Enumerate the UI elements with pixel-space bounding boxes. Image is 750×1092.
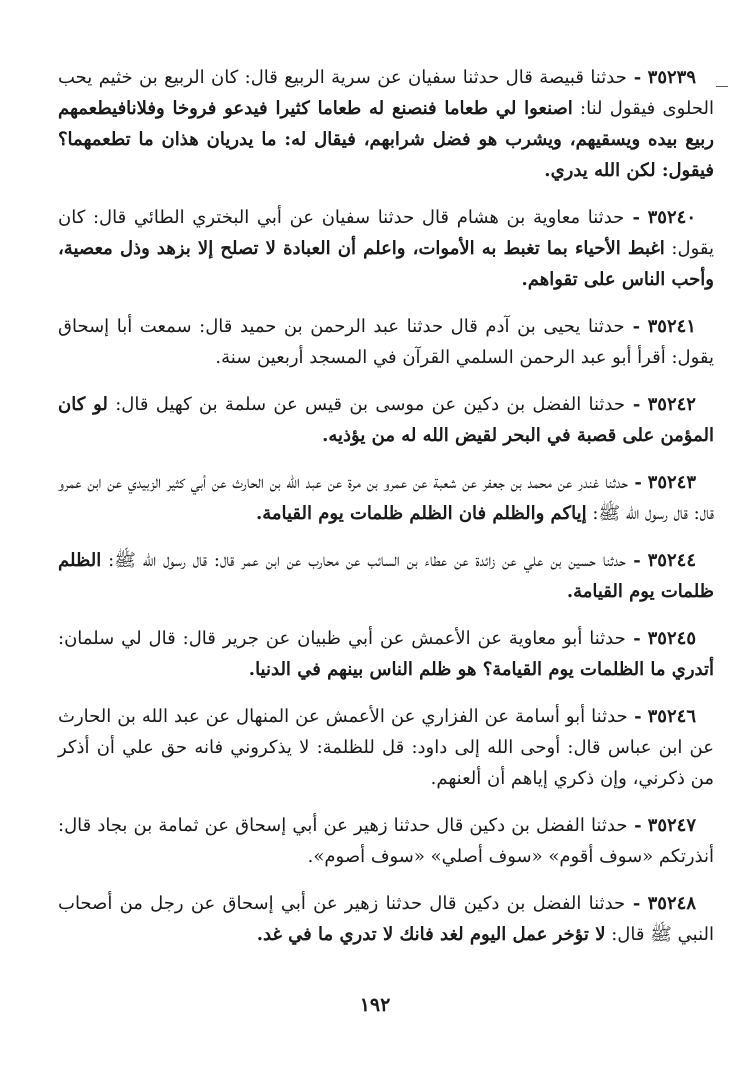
hadith-number: ٣٥٢٤٦ (647, 706, 696, 727)
dash-separator: - (625, 893, 641, 914)
hadith-entry (58, 202, 714, 295)
hadith-number: ٣٥٢٣٩ (647, 67, 696, 88)
page-number: ١٩٢ (359, 994, 391, 1016)
hadith-isnad: حدثنا الفضل بن دكين قال حدثنا زهير عن أبي إسحاق عن رجل من أصحاب النبي ﷺ قال: (58, 893, 714, 945)
hadith-entry (58, 888, 714, 950)
dash-separator: - (628, 472, 642, 493)
dash-separator: - (625, 550, 641, 571)
page-body (58, 62, 714, 966)
hadith-isnad: حدثنا حسين بن علي عن زائدة عن عطاء بن السائب عن محارب عن ابن عمر قال: قال رسول الله ﷺ: (108, 550, 626, 571)
dash-separator: - (624, 207, 640, 228)
hadith-matn: لا تؤخر عمل اليوم لغد فانك لا تدري ما في غد. (256, 924, 606, 945)
hadith-entry (58, 311, 714, 373)
hadith-isnad: حدثنا معاوية بن هشام قال حدثنا سفيان عن أبي البختري الطائي قال: كان يقول: (58, 207, 714, 259)
margin-mark (716, 86, 728, 87)
hadith-matn: الظلم ظلمات يوم القيامة. (58, 550, 714, 602)
dash-separator: - (625, 628, 641, 649)
hadith-number: ٣٥٢٤١ (647, 316, 696, 337)
hadith-number: ٣٥٢٤٧ (647, 815, 696, 836)
hadith-matn: اغبط الأحياء بما تغبط به الأموات، واعلم أن العبادة لا تصلح إلا بزهد وذل معصية، وأحب الناس على تقواهم. (58, 238, 714, 290)
dash-separator: - (625, 394, 641, 415)
dash-separator: - (627, 706, 642, 727)
hadith-isnad: حدثنا قبيصة قال حدثنا سفيان عن سرية الربيع قال: كان الربيع بن خثيم يحب الحلوى فيقول لنا: (58, 67, 714, 119)
hadith-isnad: حدثنا أبو أسامة عن الفزاري عن الأعمش عن المنهال عن عبد الله بن الحارث عن ابن عباس قال: أوحى الله إلى داود: قل للظلمة: لا يذكروني فانه حق علي أن أذكر من ذكرني، وإن ذكري إياهم أن ألعنهم. (58, 706, 714, 789)
hadith-isnad: حدثنا الفضل بن دكين عن موسى بن قيس عن سلمة بن كهيل قال: (115, 394, 626, 415)
hadith-number: ٣٥٢٤٠ (647, 207, 696, 228)
hadith-isnad: حدثنا الفضل بن دكين قال حدثنا زهير عن أبي إسحاق عن ثمامة بن بجاد قال: أنذرتكم «سوف أقوم» «سوف أصلي» «سوف أصوم». (58, 815, 714, 867)
dash-separator: - (626, 67, 642, 88)
hadith-entry (58, 389, 714, 451)
hadith-entry (58, 810, 714, 872)
hadith-number: ٣٥٢٤٥ (647, 628, 696, 649)
hadith-number: ٣٥٢٤٢ (647, 394, 696, 415)
dash-separator: - (627, 815, 642, 836)
hadith-entry (58, 623, 714, 685)
hadith-number: ٣٥٢٤٤ (647, 550, 696, 571)
hadith-isnad: حدثنا أبو معاوية عن الأعمش عن أبي ظبيان عن جرير قال: قال لي سلمان: (58, 628, 626, 649)
hadith-number: ٣٥٢٤٨ (647, 893, 696, 914)
hadith-matn: إياكم والظلم فان الظلم ظلمات يوم القيامة. (255, 503, 587, 524)
hadith-number: ٣٥٢٤٣ (647, 472, 696, 493)
hadith-matn: اصنعوا لي طعاما فنصنع له طعاما كثيرا فيدعو فروخا وفلانافيطعمهم ربيع بيده ويسقيهم، ويشرب هو فضل شرابهم، فيقال له: ما يدريان هذان ما تطعمهما؟ فيقول: لكن الله يدري. (58, 98, 714, 181)
hadith-entry (58, 701, 714, 794)
hadith-entry (58, 545, 714, 607)
dash-separator: - (624, 316, 641, 337)
hadith-matn: أتدري ما الظلمات يوم القيامة؟ هو ظلم الناس بينهم في الدنيا. (248, 659, 714, 680)
hadith-isnad: حدثنا غندر عن محمد بن جعفر عن شعبة عن عمرو بن مرة عن عبد الله بن الحارث عن أبي كثير الزبيدي عن ابن عمرو قال: قال رسول الله ﷺ: (58, 472, 714, 524)
hadith-entry (58, 467, 714, 529)
hadith-matn: لو كان المؤمن على قصبة في البحر لقيض الله له من يؤذيه. (58, 394, 714, 446)
hadith-entry (58, 62, 714, 186)
hadith-isnad: حدثنا يحيى بن آدم قال حدثنا عبد الرحمن بن حميد قال: سمعت أبا إسحاق يقول: أقرأ أبو عبد الرحمن السلمي القرآن في المسجد أربعين سنة. (58, 316, 714, 368)
